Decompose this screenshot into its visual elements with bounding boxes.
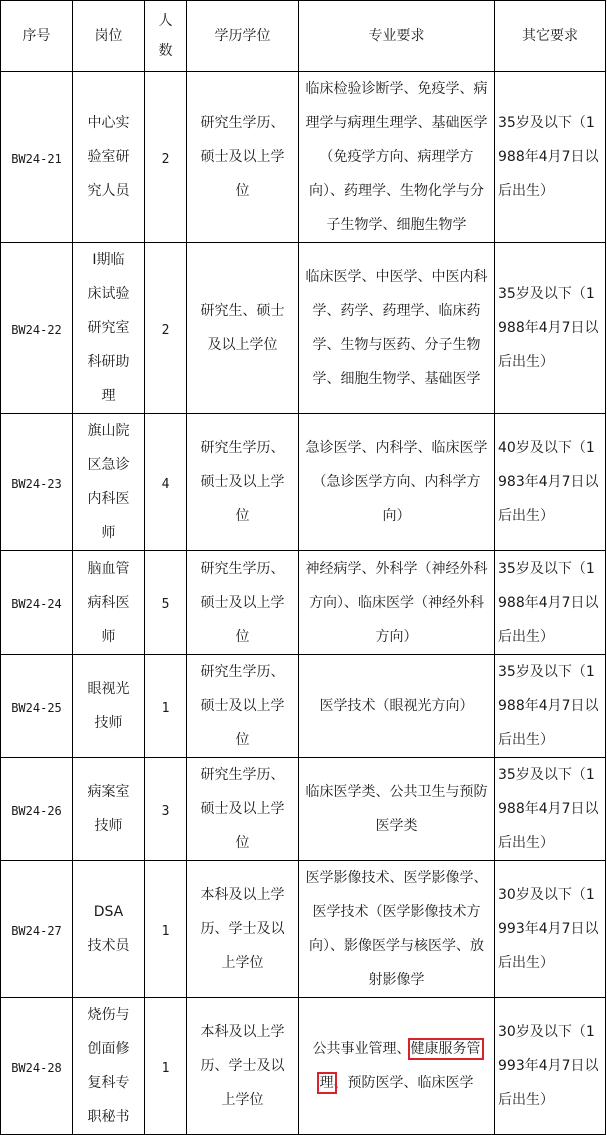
row-major: 医学影像技术、医学影像学、医学技术（医学影像技术方向）、影像医学与核医学、放射影像学: [299, 861, 495, 998]
row-education: 研究生学历、硕士及以上学位: [187, 551, 299, 655]
row-education: 研究生学历、硕士及以上学位: [187, 414, 299, 551]
major-text-after: 、预防医学、临床医学: [333, 1075, 474, 1091]
row-count: 5: [145, 551, 187, 655]
row-education: 研究生学历、硕士及以上学位: [187, 72, 299, 243]
major-with-highlight: [305, 1032, 489, 1100]
row-code: BW24-25: [1, 655, 73, 758]
row-count: 1: [145, 861, 187, 998]
row-other: 35岁及以下（1988年4月7日以后出生）: [495, 243, 606, 414]
row-position: 旗山院区急诊内科医师: [73, 414, 145, 551]
table-row: [1, 655, 606, 758]
row-code: BW24-24: [1, 551, 73, 655]
row-major: 急诊医学、内科学、临床医学（急诊医学方向、内科学方向）: [299, 414, 495, 551]
row-code: BW24-26: [1, 758, 73, 861]
header-row: [1, 1, 606, 72]
row-education: 研究生学历、硕士及以上学位: [187, 758, 299, 861]
row-count: 2: [145, 243, 187, 414]
row-major: 临床医学类、公共卫生与预防医学类: [299, 758, 495, 861]
row-education: 本科及以上学历、学士及以上学位: [187, 861, 299, 998]
table-row: [1, 861, 606, 998]
row-other: 35岁及以下（1988年4月7日以后出生）: [495, 551, 606, 655]
header-position: 岗位: [73, 1, 145, 72]
row-other: 30岁及以下（1993年4月7日以后出生）: [495, 998, 606, 1135]
row-position: 中心实验室研究人员: [73, 72, 145, 243]
row-count: 1: [145, 655, 187, 758]
table-row: [1, 243, 606, 414]
row-major: 医学技术（眼视光方向）: [299, 655, 495, 758]
row-count: 2: [145, 72, 187, 243]
row-major: [299, 998, 495, 1135]
row-position: I期临床试验研究室科研助理: [73, 243, 145, 414]
highlight-box: 理: [319, 1075, 334, 1091]
table-row: [1, 551, 606, 655]
row-count: 3: [145, 758, 187, 861]
table-row: [1, 414, 606, 551]
row-count: 1: [145, 998, 187, 1135]
row-major: 神经病学、外科学（神经外科方向）、临床医学（神经外科方向）: [299, 551, 495, 655]
row-other: 35岁及以下（1988年4月7日以后出生）: [495, 655, 606, 758]
row-education: 研究生学历、硕士及以上学位: [187, 655, 299, 758]
row-code: BW24-22: [1, 243, 73, 414]
row-major: 临床检验诊断学、免疫学、病理学与病理生理学、基础医学（免疫学方向、病理学方向）、药理学、生物化学与分子生物学、细胞生物学: [299, 72, 495, 243]
row-other: 35岁及以下（1988年4月7日以后出生）: [495, 72, 606, 243]
row-other: 35岁及以下（1988年4月7日以后出生）: [495, 758, 606, 861]
row-code: BW24-21: [1, 72, 73, 243]
header-count: 人数: [145, 1, 187, 72]
highlight-box: 健康服务管: [410, 1041, 481, 1057]
table-row: [1, 72, 606, 243]
row-other: 30岁及以下（1993年4月7日以后出生）: [495, 861, 606, 998]
table-row: [1, 758, 606, 861]
row-position: 脑血管病科医师: [73, 551, 145, 655]
table-row: [1, 998, 606, 1135]
row-code: BW24-27: [1, 861, 73, 998]
row-other: 40岁及以下（1983年4月7日以后出生）: [495, 414, 606, 551]
row-education: 本科及以上学历、学士及以上学位: [187, 998, 299, 1135]
row-education: 研究生、硕士及以上学位: [187, 243, 299, 414]
row-position: 病案室技师: [73, 758, 145, 861]
header-other: 其它要求: [495, 1, 606, 72]
row-position: DSA技术员: [73, 861, 145, 998]
row-position: 烧伤与创面修复科专职秘书: [73, 998, 145, 1135]
row-major: 临床医学、中医学、中医内科学、药学、药理学、临床药学、生物与医药、分子生物学、细胞生物学、基础医学: [299, 243, 495, 414]
row-code: BW24-23: [1, 414, 73, 551]
header-education: 学历学位: [187, 1, 299, 72]
header-major: 专业要求: [299, 1, 495, 72]
row-count: 4: [145, 414, 187, 551]
row-position: 眼视光技师: [73, 655, 145, 758]
row-code: BW24-28: [1, 998, 73, 1135]
major-text-before: 公共事业管理、: [312, 1041, 411, 1057]
header-seq: 序号: [1, 1, 73, 72]
